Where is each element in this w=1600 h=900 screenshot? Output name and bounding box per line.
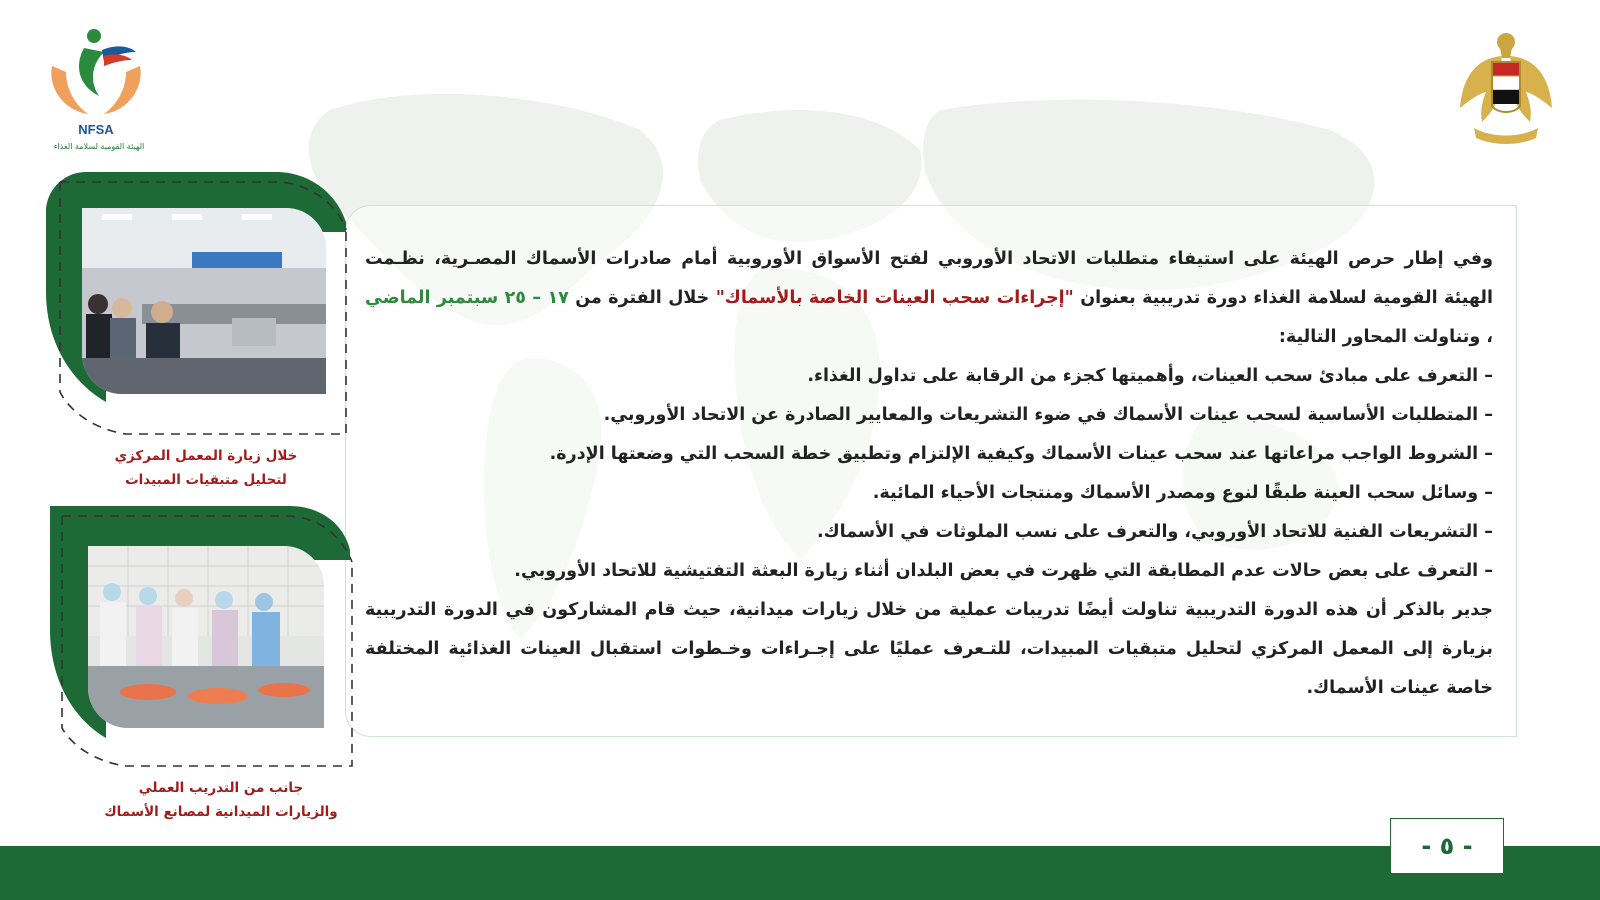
nfsa-letters: NFSA xyxy=(78,122,114,137)
nfsa-arabic-name: الهيئة القومية لسلامة الغذاء xyxy=(53,142,145,151)
caption-practical-training xyxy=(96,776,346,824)
nfsa-logo xyxy=(44,26,156,160)
course-period: ١٧ – ٢٥ سبتمبر الماضي xyxy=(365,288,569,308)
practical-training-photo xyxy=(88,546,324,728)
caption-line: والزيارات الميدانية لمصانع الأسماك xyxy=(104,804,338,820)
caption-lab-visit xyxy=(96,444,316,492)
caption-line: جانب من التدريب العملي xyxy=(138,780,304,796)
footer-band xyxy=(0,846,1600,900)
lab-visit-photo xyxy=(82,208,326,394)
photo-frame-lab-visit xyxy=(46,172,366,442)
caption-line: خلال زيارة المعمل المركزي xyxy=(114,448,298,464)
page-number: - ٥ - xyxy=(1390,818,1504,874)
bullet-item: – وسائل سحب العينة طبقًا لنوع ومصدر الأسماك ومنتجات الأحياء المائية. xyxy=(872,483,1493,503)
training-room-image xyxy=(82,208,326,394)
bullet-item: – التشريعات الفنية للاتحاد الأوروبي، والتعرف على نسب الملوثات في الأسماك. xyxy=(816,522,1493,542)
intro-text: وفي إطار حرص الهيئة على استيفاء متطلبات الاتحاد الأوروبي لفتح الأسواق الأوروبية أمام صادرات الأسماك المصـرية، نظـمت الهيئة القومية لسلامة الغذاء دورة تدريبية بعنوان xyxy=(365,249,1493,308)
bullet-item: – الشروط الواجب مراعاتها عند سحب عينات الأسماك وكيفية الإلتزام وتطبيق خطة السحب التي وضعتها الإدرة. xyxy=(549,444,1493,464)
egypt-eagle-emblem xyxy=(1456,28,1556,150)
photo-frame-practical-training xyxy=(50,506,366,774)
period-prefix: خلال الفترة من xyxy=(575,288,710,308)
bullet-item: – التعرف على بعض حالات عدم المطابقة التي ظهرت في بعض البلدان أثناء زيارة البعثة التفتيشية للاتحاد الأوروبي. xyxy=(514,561,1493,581)
nfsa-hands-icon xyxy=(44,26,148,122)
bullet-item: – المتطلبات الأساسية لسحب عينات الأسماك في ضوء التشريعات والمعايير الصادرة عن الاتحاد الأوروبي. xyxy=(603,405,1493,425)
fish-factory-image xyxy=(88,546,324,728)
bullet-item: – التعرف على مبادئ سحب العينات، وأهميتها كجزء من الرقابة على تداول الغذاء. xyxy=(807,366,1493,386)
eagle-icon xyxy=(1456,28,1556,150)
article-body xyxy=(365,240,1493,708)
caption-line: لتحليل متبقيات المبيدات xyxy=(125,472,287,488)
closing-paragraph: جدير بالذكر أن هذه الدورة التدريبية تناولت أيضًا تدريبات عملية من خلال زيارات ميدانية، حيث قام المشاركون في الدورة التدريبية بزيارة إلى المعمل المركزي لتحليل متبقيات المبيدات، للتـعرف عمليًا على إجـراءات وخـطوات استقبال العينات الغذائية المختلفة خاصة عينات الأسماك. xyxy=(365,600,1493,698)
intro-end: ، وتناولت المحاور التالية: xyxy=(1278,327,1493,347)
course-title: "إجراءات سحب العينات الخاصة بالأسماك" xyxy=(715,288,1074,308)
